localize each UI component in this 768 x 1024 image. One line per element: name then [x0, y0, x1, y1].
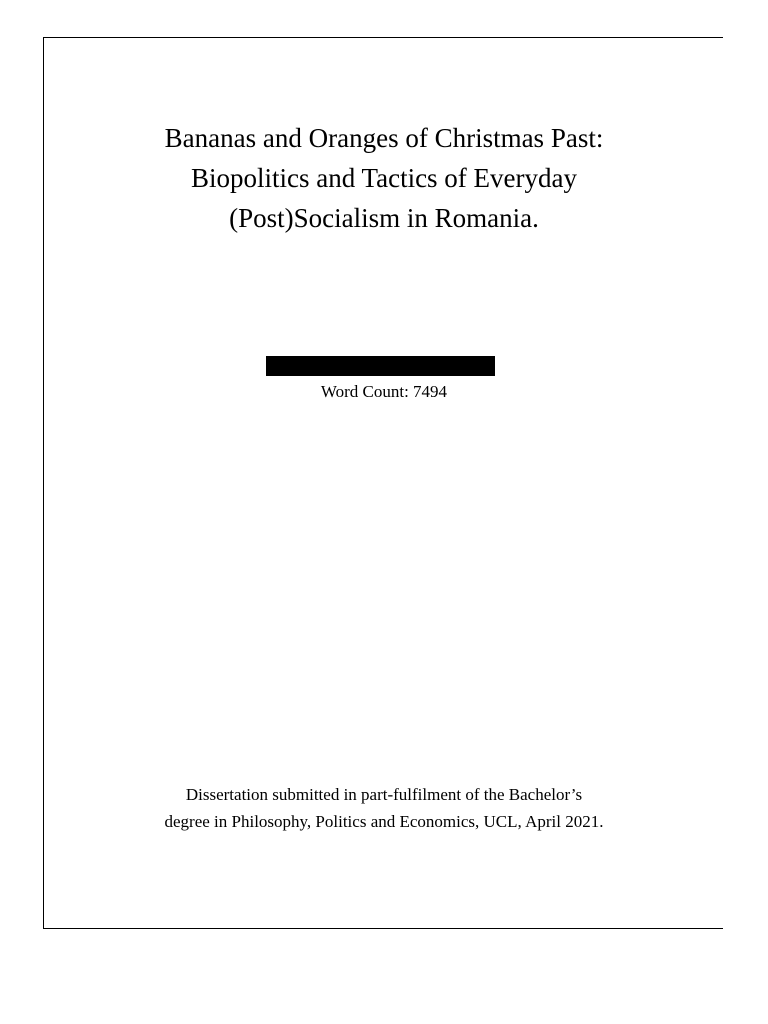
redacted-author-name	[266, 356, 495, 376]
submission-statement	[0, 781, 768, 835]
title-line-2: Biopolitics and Tactics of Everyday	[190, 163, 577, 193]
dissertation-title	[0, 118, 768, 238]
word-count: Word Count: 7494	[320, 382, 448, 401]
submission-line-2: degree in Philosophy, Politics and Economics, UCL, April 2021.	[164, 812, 604, 831]
title-line-3: (Post)Socialism in Romania.	[229, 203, 539, 233]
submission-line-1: Dissertation submitted in part-fulfilment of the Bachelor’s	[185, 785, 583, 804]
title-line-1: Bananas and Oranges of Christmas Past:	[164, 123, 604, 153]
